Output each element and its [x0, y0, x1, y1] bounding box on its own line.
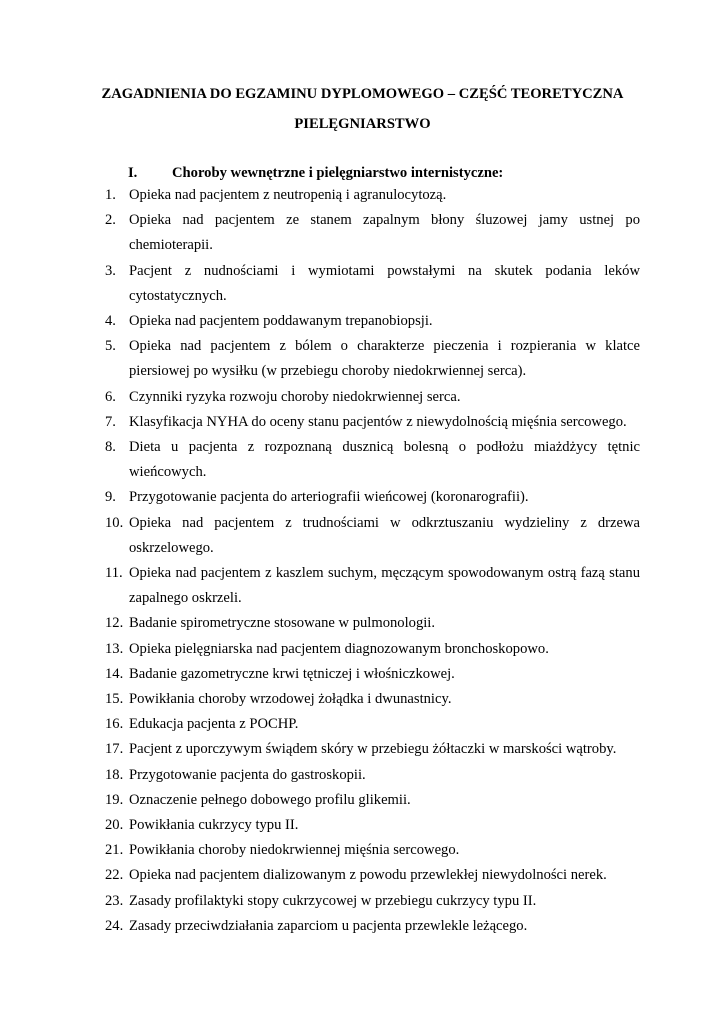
item-number: 19.	[105, 791, 124, 808]
item-text: Opieka nad pacjentem ze stanem zapalnym błony śluzowej jamy ustnej po chemioterapii.	[129, 212, 640, 254]
list-item	[105, 485, 640, 510]
list-item	[105, 637, 640, 662]
list-item	[105, 763, 640, 788]
list-item	[105, 737, 640, 762]
list-item	[105, 813, 640, 838]
item-number: 17.	[105, 741, 124, 758]
list-item	[105, 914, 640, 939]
list-item	[105, 183, 640, 208]
item-number: 2.	[105, 212, 116, 229]
item-number: 10.	[105, 514, 124, 531]
item-text: Opieka pielęgniarska nad pacjentem diagnozowanym bronchoskopowo.	[129, 640, 549, 657]
list-item	[105, 561, 640, 611]
section-heading	[128, 163, 503, 183]
item-text: Opieka nad pacjentem z neutropenią i agranulocytozą.	[129, 187, 447, 203]
item-number: 1.	[105, 187, 116, 203]
item-number: 13.	[105, 640, 124, 657]
item-number: 20.	[105, 817, 124, 834]
list-item	[105, 511, 640, 561]
list-item	[105, 889, 640, 914]
list-item	[105, 788, 640, 813]
item-number: 6.	[105, 388, 116, 405]
list-item	[105, 259, 640, 309]
item-number: 21.	[105, 842, 124, 859]
item-text: Klasyfikacja NYHA do oceny stanu pacjentów z niewydolnością mięśnia sercowego.	[129, 413, 627, 430]
list-item	[105, 838, 640, 863]
list-item	[105, 712, 640, 737]
section-numeral: I.	[128, 165, 138, 181]
item-text: Pacjent z uporczywym świądem skóry w przebiegu żółtaczki w marskości wątroby.	[129, 741, 617, 758]
list-item	[105, 410, 640, 435]
item-text: Powikłania cukrzycy typu II.	[129, 817, 299, 834]
item-number: 18.	[105, 766, 124, 783]
topic-list	[105, 183, 640, 939]
list-item	[105, 385, 640, 410]
list-item	[105, 208, 640, 258]
item-number: 3.	[105, 262, 116, 279]
item-number: 15.	[105, 691, 124, 708]
item-text: Pacjent z nudnościami i wymiotami powstałymi na skutek podania leków cytostatycznych.	[129, 262, 640, 304]
item-text: Powikłania choroby wrzodowej żołądka i dwunastnicy.	[129, 691, 452, 708]
item-number: 12.	[105, 615, 124, 632]
item-number: 7.	[105, 413, 116, 430]
item-number: 4.	[105, 313, 116, 330]
document-subtitle: PIELĘGNIARSTWO	[294, 116, 431, 132]
item-text: Zasady przeciwdziałania zaparciom u pacjenta przewlekle leżącego.	[129, 917, 528, 934]
list-item	[105, 662, 640, 687]
list-item	[105, 863, 640, 888]
item-text: Przygotowanie pacjenta do arteriografii wieńcowej (koronarografii).	[129, 489, 529, 506]
item-text: Czynniki ryzyka rozwoju choroby niedokrwiennej serca.	[129, 388, 461, 405]
item-text: Zasady profilaktyki stopy cukrzycowej w przebiegu cukrzycy typu II.	[129, 892, 537, 909]
item-text: Opieka nad pacjentem z kaszlem suchym, męczącym spowodowanym ostrą fazą stanu zapalnego oskrzeli.	[129, 565, 640, 607]
item-text: Badanie gazometryczne krwi tętniczej i włośniczkowej.	[129, 665, 455, 682]
item-number: 9.	[105, 489, 116, 506]
item-text: Opieka nad pacjentem dializowanym z powodu przewlekłej niewydolności nerek.	[129, 867, 607, 884]
item-text: Opieka nad pacjentem z trudnościami w odkrztuszaniu wydzieliny z drzewa oskrzelowego.	[129, 514, 640, 556]
item-number: 5.	[105, 338, 116, 355]
item-text: Opieka nad pacjentem poddawanym trepanobiopsji.	[129, 313, 433, 330]
list-item	[105, 334, 640, 384]
item-text: Opieka nad pacjentem z bólem o charakterze pieczenia i rozpierania w klatce piersiowej po wysiłku (w przebiegu choroby niedokrwiennej serca).	[129, 338, 640, 380]
item-number: 22.	[105, 867, 124, 884]
document-title: ZAGADNIENIA DO EGZAMINU DYPLOMOWEGO – CZĘŚĆ TEORETYCZNA	[101, 86, 624, 102]
item-text: Edukacja pacjenta z POCHP.	[129, 716, 299, 733]
list-item	[105, 309, 640, 334]
list-item	[105, 435, 640, 485]
item-text: Dieta u pacjenta z rozpoznaną dusznicą bolesną o podłożu miażdżycy tętnic wieńcowych.	[129, 439, 640, 481]
item-text: Przygotowanie pacjenta do gastroskopii.	[129, 766, 366, 783]
item-text: Powikłania choroby niedokrwiennej mięśnia sercowego.	[129, 842, 460, 859]
list-item	[105, 687, 640, 712]
item-number: 24.	[105, 917, 124, 934]
list-item	[105, 611, 640, 636]
item-number: 8.	[105, 439, 116, 456]
item-text: Badanie spirometryczne stosowane w pulmonologii.	[129, 615, 435, 632]
item-number: 16.	[105, 716, 124, 733]
item-number: 14.	[105, 665, 124, 682]
item-number: 11.	[105, 565, 123, 582]
item-text: Oznaczenie pełnego dobowego profilu glikemii.	[129, 791, 411, 808]
section-title: Choroby wewnętrzne i pielęgniarstwo internistyczne:	[172, 165, 504, 181]
item-number: 23.	[105, 892, 124, 909]
